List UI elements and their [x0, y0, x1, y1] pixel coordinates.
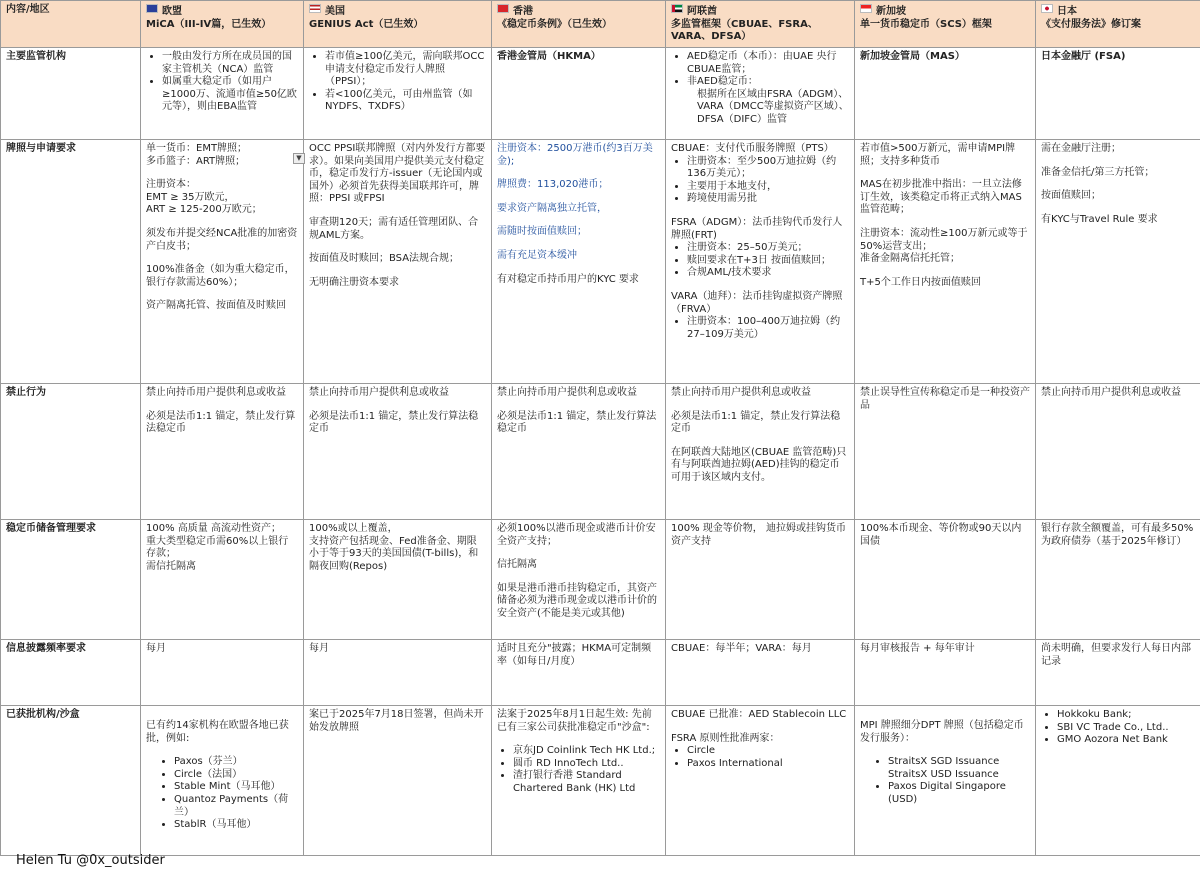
- text-line: 无明确注册资本要求: [309, 276, 399, 288]
- list-item: • Quantoz Payments（荷兰）: [174, 794, 298, 819]
- cell-uae: [666, 520, 855, 640]
- text-line: 银行存款全额覆盖，可有最多50%为政府债券（基于2025年修订）: [1041, 523, 1194, 547]
- text-line: 支持资产包括现金、Fed准备金、期限小于等于93天的美国国债(T-bills)，和隔夜回购(Repos): [309, 535, 479, 572]
- list-item: • Paxos International: [687, 758, 849, 771]
- cell-hk: [492, 706, 666, 856]
- cell-jp: 尚未明确，但要求发行人每日内部记录: [1036, 640, 1200, 706]
- cell-eu: [141, 48, 304, 140]
- text-line: 按面值赎回；: [1041, 190, 1101, 202]
- column-header-uae: 阿联酋 多监管框架（CBUAE、FSRA、VARA、DFSA）: [666, 1, 855, 48]
- list-item: • Circle（法国）: [174, 769, 298, 782]
- dropdown-toggle-icon[interactable]: ▼: [293, 153, 305, 164]
- cell-hk: 适时且充分"披露；HKMA可定制频率（如每日/月度）: [492, 640, 666, 706]
- text-line: ART ≥ 125-200万欧元；: [146, 204, 262, 216]
- bullet-list: [671, 316, 849, 341]
- text-line: 禁止误导性宣传称稳定币是一种投资产品: [860, 387, 1030, 411]
- column-header-sg: 新加坡 单一货币稳定币（SCS）框架: [855, 1, 1036, 48]
- cell-us: [304, 48, 492, 140]
- text-line: 案已于2025年7月18日签署，但尚未开始发放牌照: [309, 709, 484, 733]
- cell-sg: 每月审核报告 + 每年审计: [855, 640, 1036, 706]
- cell-us: [304, 140, 492, 384]
- text-line: 禁止向持币用户提供利息或收益: [497, 387, 637, 398]
- row-license: [1, 140, 1200, 384]
- text-line: 必须是法币1:1 锚定，禁止发行算法稳定币: [671, 410, 841, 435]
- list-item: • 注册资本：25–50万美元；: [687, 242, 849, 255]
- list-item: • Paxos（芬兰）: [174, 756, 298, 769]
- text-line: 有KYC与Travel Rule 要求: [1041, 213, 1158, 225]
- cell-eu: [141, 520, 304, 640]
- header-row: [1, 1, 1200, 48]
- text-line: 100% 现金等价物， 迪拉姆或挂钩货币资产支持: [671, 523, 846, 547]
- hk-flag-icon: [497, 4, 509, 13]
- text-line: CBUAE 已批准：AED Stablecoin LLC: [671, 709, 847, 720]
- text-line: 有对稳定币持币用户的KYC 要求: [497, 273, 639, 285]
- text-line: EMT ≥ 35万欧元，: [146, 191, 235, 203]
- text-line: 必须是法币1:1 锚定，禁止发行算法稳定币: [146, 410, 296, 435]
- row-disclosure: [1, 640, 1200, 706]
- text-line: 必须100%以港币现金或港币计价安全资产支持；: [497, 523, 656, 547]
- text-line: 如果是港币港币挂钩稳定币，其资产储备必须为港币现金或以港币计价的安全资产(不能是美元或其他): [497, 582, 657, 619]
- cell-jp: [1036, 140, 1200, 384]
- text-line: 要求资产隔离独立托管，: [497, 202, 607, 214]
- list-item: • StraitsX SGD Issuance: [888, 756, 1030, 769]
- text-line: 注册资本：流动性≥100万新元或等于50%运营支出；: [860, 227, 1028, 252]
- list-item: • Paxos Digital Singapore (USD): [888, 781, 1030, 806]
- cell-uae: [666, 140, 855, 384]
- cell-eu: [141, 706, 304, 856]
- cell-jp: [1036, 384, 1200, 520]
- text-line: 已有约14家机构在欧盟各地已获批，例如:: [146, 720, 289, 744]
- list-item: • AED稳定币（本币）：由UAE 央行 CBUAE监管；: [687, 51, 849, 76]
- list-item: • 注册资本：100–400万迪拉姆（约27–109万美元）: [687, 316, 849, 341]
- cell-us: [304, 520, 492, 640]
- list-item: • Stable Mint（马耳他）: [174, 781, 298, 794]
- text-line: 准备金信托/第三方托管；: [1041, 166, 1155, 178]
- text-line: 必须是法币1:1 锚定，禁止发行算法稳定币: [497, 410, 657, 435]
- cell-sg: 新加坡金管局（MAS）: [855, 48, 1036, 140]
- cell-jp: [1036, 520, 1200, 640]
- cell-sg: [855, 140, 1036, 384]
- uae-flag-icon: [671, 4, 683, 13]
- list-item: • 一般由发行方所在成员国的国家主管机关（NCA）监管: [162, 51, 298, 76]
- row-regulator: [1, 48, 1200, 140]
- text-line: 资产隔离托管、按面值及时赎回: [146, 300, 286, 312]
- cell-us: 每月: [304, 640, 492, 706]
- text-line: FSRA 原则性批准两家：: [671, 732, 780, 744]
- row-reserves: [1, 520, 1200, 640]
- row-label: 已获批机构/沙盒: [1, 706, 141, 856]
- text-line: 需随时按面值赎回；: [497, 226, 587, 238]
- bullet-list: [146, 756, 298, 832]
- text-line: 需信托隔离: [146, 560, 196, 572]
- text-line: VARA（迪拜）：法币挂钩虚拟资产牌照（FRVA）: [671, 290, 843, 315]
- text-line: T+5个工作日内按面值赎回: [860, 276, 981, 288]
- bullet-list: [860, 756, 1030, 806]
- bullet-list: [671, 51, 849, 89]
- row-label: 信息披露频率要求: [1, 640, 141, 706]
- row-prohibited: [1, 384, 1200, 520]
- eu-flag-icon: [146, 4, 158, 13]
- bullet-list: [671, 242, 849, 280]
- list-item: • 渣打银行香港 Standard Chartered Bank (HK) Ltd: [513, 770, 660, 795]
- text-line: FSRA（ADGM）：法币挂钩代币发行人牌照(FRT): [671, 216, 843, 241]
- cell-jp: [1036, 706, 1200, 856]
- list-item: • 赎回要求在T+3日 按面值赎回；: [687, 255, 849, 268]
- text-line: 按面值及时赎回；BSA法规合规；: [309, 253, 460, 265]
- cell-sg: [855, 384, 1036, 520]
- cell-eu: [141, 384, 304, 520]
- jp-flag-icon: [1041, 4, 1053, 13]
- list-item: • 合规AML/技术要求: [687, 267, 849, 280]
- cell-uae: CBUAE：每半年；VARA：每月: [666, 640, 855, 706]
- bullet-list: [497, 745, 660, 795]
- text-line: 在阿联酋大陆地区(CBUAE 监管范畴)只有与阿联酋迪拉姆(AED)挂钩的稳定币可用于该区域内支付。: [671, 446, 847, 483]
- column-header-eu: 欧盟 MiCA（III-IV篇，已生效）: [141, 1, 304, 48]
- text-line: 必须是法币1:1 锚定，禁止发行算法稳定币: [309, 410, 479, 435]
- text-line: 法案于2025年8月1日起生效: 先前已有三家公司获批准稳定币"沙盒":: [497, 709, 652, 733]
- list-item: • SBI VC Trade Co., Ltd..: [1057, 722, 1195, 735]
- cell-uae: [666, 48, 855, 140]
- column-header-hk: 香港 《稳定币条例》（已生效）: [492, 1, 666, 48]
- cell-uae: [666, 706, 855, 856]
- text-line: 注册资本：2500万港币(约3百万美金);: [497, 143, 653, 167]
- corner-header: 内容/地区: [1, 1, 141, 48]
- list-item: • 京东JD Coinlink Tech HK Ltd.;: [513, 745, 660, 758]
- text-line: 准备金隔离信托托管；: [860, 253, 960, 265]
- list-item: • 若市值≥100亿美元，需向联邦OCC申请支付稳定币发行人牌照（PPSI）；: [325, 51, 486, 89]
- text-line: 100%或以上覆盖，: [309, 523, 398, 534]
- bullet-list: [1041, 709, 1195, 747]
- list-item: • 圆币 RD InnoTech Ltd..: [513, 758, 660, 771]
- text-line: CBUAE：支付代币服务牌照（PTS）: [671, 143, 834, 154]
- cell-hk: [492, 384, 666, 520]
- text-line: 须发布并提交经NCA批准的加密资产白皮书；: [146, 227, 298, 252]
- cell-sg: [855, 706, 1036, 856]
- sg-flag-icon: [860, 4, 872, 13]
- text-line: 注册资本：: [146, 179, 196, 191]
- text-line: 牌照费：113,020港币；: [497, 179, 609, 191]
- text-line: 单一货币：EMT牌照；: [146, 143, 248, 154]
- bullet-list: [671, 156, 849, 206]
- list-item: • 主要用于本地支付，: [687, 181, 849, 194]
- bullet-list: [146, 51, 298, 114]
- text-line: 多币篮子：ART牌照；: [146, 155, 246, 167]
- text-line: 禁止向持币用户提供利息或收益: [671, 387, 811, 398]
- cell-us: [304, 384, 492, 520]
- us-flag-icon: [309, 4, 321, 13]
- text-line: 禁止向持币用户提供利息或收益: [1041, 387, 1181, 398]
- list-item: • 如属重大稳定币（如用户≥1000万、流通市值≥50亿欧元等），则由EBA监管: [162, 76, 298, 114]
- list-item: StraitsX USD Issuance: [888, 768, 999, 780]
- list-item: • GMO Aozora Net Bank: [1057, 734, 1195, 747]
- text-line: 重大类型稳定币需60%以上银行存款；: [146, 535, 289, 560]
- cell-us: [304, 706, 492, 856]
- text-line: 若市值>500万新元，需申请MPI牌照；支持多种货币: [860, 143, 1016, 167]
- column-header-jp: 日本 《支付服务法》修订案: [1036, 1, 1200, 48]
- list-item: • 若<100亿美元，可由州监管（如NYDFS、TXDFS）: [325, 89, 486, 114]
- text-line: MPI 牌照细分DPT 牌照（包括稳定币发行服务）：: [860, 720, 1024, 744]
- list-item: • Circle: [687, 745, 849, 758]
- text-line: 审查期120天；需有适任管理团队、合规AML方案。: [309, 216, 479, 241]
- cell-eu: [141, 140, 304, 384]
- text-line: MAS在初步批准中指出：一旦立法修订生效，该类稳定币将正式纳入MAS监管范畴；: [860, 179, 1022, 216]
- cell-jp: 日本金融厅 (FSA): [1036, 48, 1200, 140]
- column-header-us: 美国 GENIUS Act（已生效）: [304, 1, 492, 48]
- row-label: 牌照与申请要求: [1, 140, 141, 384]
- author-watermark: Helen Tu @0x_outsider: [16, 853, 165, 868]
- cell-hk: [492, 520, 666, 640]
- row-label: 主要监管机构: [1, 48, 141, 140]
- text-line: 100%本币现金、等价物或90天以内国债: [860, 523, 1022, 547]
- bullet-list: [671, 745, 849, 770]
- text-line: 禁止向持币用户提供利息或收益: [309, 387, 449, 398]
- text-line: 信托隔离: [497, 559, 537, 571]
- row-label: 禁止行为: [1, 384, 141, 520]
- text-line: 100% 高质量 高流动性资产；: [146, 523, 281, 534]
- cell-sg: [855, 520, 1036, 640]
- cell-hk: [492, 140, 666, 384]
- row-approved: [1, 706, 1200, 856]
- sub-text: 根据所在区域由FSRA（ADGM）、VARA（DMCC等虚拟资产区域）、DFSA（DIFC）监管: [697, 88, 849, 125]
- bullet-list: [309, 51, 486, 114]
- list-item: • 注册资本：至少500万迪拉姆（约136万美元）；: [687, 156, 849, 181]
- cell-uae: [666, 384, 855, 520]
- list-item: • 跨境使用需另批: [687, 193, 849, 206]
- cell-hk: 香港金管局（HKMA）: [492, 48, 666, 140]
- cell-eu: 每月: [141, 640, 304, 706]
- text-line: OCC PPSI联邦牌照（对内外发行方都要求）。如果向美国用户提供美元支付稳定币，稳定币发行方-issuer（无论国内或国外）必须首先获得美国联邦许可，牌照：PPSI 或FPSI: [309, 143, 486, 205]
- text-line: 禁止向持币用户提供利息或收益: [146, 387, 286, 398]
- text-line: 需有充足资本缓冲: [497, 249, 577, 261]
- list-item: • Hokkoku Bank;: [1057, 709, 1195, 722]
- list-item: • 非AED稳定币：: [687, 76, 849, 89]
- text-line: 100%准备金（如为重大稳定币，银行存款需达60%）；: [146, 264, 295, 288]
- text-line: 需在金融厅注册；: [1041, 143, 1121, 154]
- list-item: • StablR（马耳他）: [174, 819, 298, 832]
- row-label: 稳定币储备管理要求: [1, 520, 141, 640]
